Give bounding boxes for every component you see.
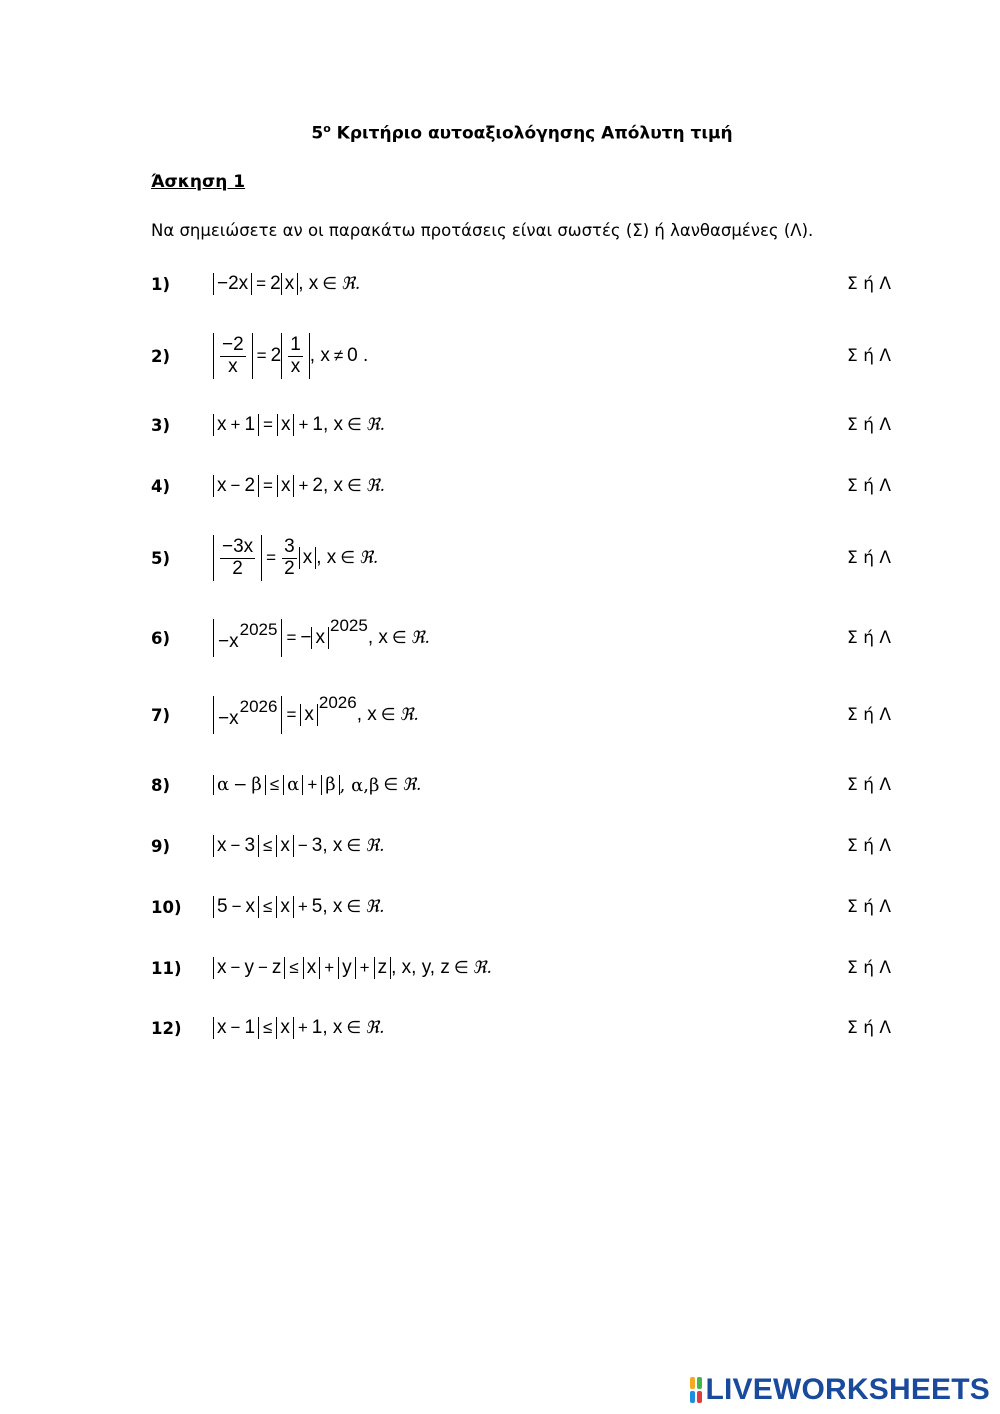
operator: = (263, 415, 273, 434)
term: 2 (270, 273, 281, 294)
operator: ∈ (346, 836, 362, 855)
abs-value: x (303, 957, 321, 979)
term: 5, x (311, 896, 343, 917)
abs-value: x + 1 (213, 414, 259, 436)
denominator: 2 (232, 557, 243, 579)
answer-choice[interactable]: Σ ή Λ (847, 274, 891, 294)
operator: + (359, 958, 370, 977)
statement-row (151, 528, 891, 588)
operator: = (266, 548, 277, 567)
real-set: ℜ. (472, 958, 492, 978)
operator: − (297, 836, 308, 855)
statement-number: 11) (151, 958, 182, 978)
abs-value: y (338, 957, 356, 979)
statement-row (151, 877, 891, 937)
denominator: 2 (284, 557, 295, 579)
logo-square (697, 1391, 702, 1403)
abs-value: −2x (213, 273, 252, 295)
numerator: −2 (222, 333, 244, 355)
statement-number: 7) (151, 705, 171, 725)
answer-choice[interactable]: Σ ή Λ (847, 836, 891, 856)
operator: ≤ (289, 958, 299, 977)
page-title (0, 122, 1000, 144)
statement-expression (213, 273, 847, 295)
answer-choice[interactable]: Σ ή Λ (847, 897, 891, 917)
operator: ∈ (347, 476, 362, 495)
operator: ∈ (346, 1018, 362, 1037)
answer-choice[interactable]: Σ ή Λ (847, 415, 891, 435)
operator: + (297, 897, 308, 916)
operator: + (298, 415, 309, 434)
abs-value: x − 1 (213, 1017, 259, 1039)
statement-row (151, 998, 891, 1058)
statement-expression (213, 535, 847, 582)
title-superscript: ο (323, 122, 331, 135)
statement-expression (213, 475, 847, 497)
answer-choice[interactable]: Σ ή Λ (847, 548, 891, 568)
fraction (288, 335, 303, 378)
footer-branding[interactable] (690, 1372, 990, 1408)
real-set: ℜ. (399, 705, 419, 725)
logo-square (690, 1377, 695, 1389)
operator: = (286, 705, 297, 724)
abs-value: x (277, 414, 295, 436)
statement-row (151, 456, 891, 516)
abs-value (213, 333, 253, 380)
real-set: ℜ. (365, 897, 385, 917)
real-set: ℜ. (365, 1018, 385, 1038)
abs-value: x − 2 (213, 475, 259, 497)
operator: ∈ (347, 415, 362, 434)
denominator: x (290, 355, 301, 377)
operator: + (324, 958, 335, 977)
abs-value: −x 2026 (213, 696, 282, 734)
abs-value (213, 535, 262, 582)
operator: + (307, 775, 318, 794)
statement-row (151, 685, 891, 745)
abs-value: z (374, 957, 392, 979)
real-set: ℜ. (365, 836, 385, 856)
abs-value: x − 3 (213, 835, 259, 857)
real-set: ℜ. (359, 548, 379, 568)
abs-value: x (299, 547, 317, 569)
fraction (282, 537, 297, 580)
term: , x (356, 704, 377, 725)
statement-expression (213, 616, 847, 657)
operator: ∈ (340, 548, 356, 567)
statement-expression (213, 414, 847, 436)
operator: ∈ (380, 705, 396, 724)
statement-expression (213, 333, 847, 380)
term: , x (309, 345, 330, 366)
operator: ≤ (263, 897, 273, 916)
fraction (220, 537, 255, 580)
term: , x, y, z (391, 957, 450, 978)
instructions: Να σημειώσετε αν οι παρακάτω προτάσεις είναι σωστές (Σ) ή λανθασμένες (Λ). (151, 221, 814, 240)
abs-value: x (311, 627, 329, 649)
answer-choice[interactable]: Σ ή Λ (847, 958, 891, 978)
abs-value: x (300, 704, 318, 726)
statement-expression (213, 896, 847, 918)
operator: + (297, 1018, 308, 1037)
statement-expression (213, 1017, 847, 1039)
term: 1, x (311, 1017, 343, 1038)
statement-row (151, 938, 891, 998)
term: , α,β (339, 774, 380, 796)
statement-expression (213, 957, 847, 979)
real-set: ℜ. (341, 274, 361, 294)
statement-expression (213, 775, 847, 796)
abs-value: x (281, 273, 299, 295)
answer-choice[interactable]: Σ ή Λ (847, 705, 891, 725)
statement-expression (213, 835, 847, 857)
abs-value: x (277, 475, 295, 497)
statement-row (151, 755, 891, 815)
operator: = (263, 476, 273, 495)
operator: + (298, 476, 309, 495)
operator: = (256, 274, 267, 293)
abs-value: −x 2025 (213, 619, 282, 657)
answer-choice[interactable]: Σ ή Λ (847, 1018, 891, 1038)
abs-value: α − β (213, 775, 266, 796)
statement-row (151, 816, 891, 876)
term: , x (298, 273, 319, 294)
statement-row (151, 395, 891, 455)
term: 2, x (312, 475, 344, 496)
abs-value (281, 333, 310, 380)
term: 0 . (347, 345, 369, 366)
statement-number: 10) (151, 897, 182, 917)
term: 3, x (311, 835, 343, 856)
logo-square (697, 1377, 702, 1389)
abs-value: x (276, 1017, 294, 1039)
abs-value: x (276, 896, 294, 918)
statement-number: 1) (151, 274, 171, 294)
title-number: 5 (311, 123, 324, 144)
abs-value: α (283, 775, 303, 796)
statement-number: 2) (151, 346, 171, 366)
denominator: x (228, 355, 238, 377)
fraction (220, 335, 246, 378)
term: 1, x (312, 414, 344, 435)
exponent: 2025 (329, 616, 368, 635)
operator: ≤ (269, 775, 280, 794)
operator: ∈ (453, 958, 469, 977)
operator: ∈ (383, 775, 399, 794)
answer-choice[interactable]: Σ ή Λ (847, 346, 891, 366)
term: 2 (270, 345, 282, 366)
operator: ≤ (263, 836, 273, 855)
abs-value: β (321, 775, 339, 796)
term: − (300, 627, 312, 648)
statement-row (151, 326, 891, 386)
operator: ∈ (322, 274, 338, 293)
operator: ≤ (263, 1018, 273, 1037)
operator: ∈ (391, 628, 407, 647)
real-set: ℜ. (410, 628, 430, 648)
statement-number: 4) (151, 476, 171, 496)
answer-choice[interactable]: Σ ή Λ (847, 476, 891, 496)
answer-choice[interactable]: Σ ή Λ (847, 628, 891, 648)
numerator: 3 (284, 535, 295, 557)
operator: = (286, 628, 297, 647)
answer-choice[interactable]: Σ ή Λ (847, 775, 891, 795)
term: , x (316, 547, 337, 568)
abs-value: x − y − z (213, 957, 285, 979)
numerator: 1 (290, 333, 301, 355)
operator: ≠ (333, 346, 344, 365)
statement-number: 3) (151, 415, 171, 435)
statement-number: 12) (151, 1018, 182, 1038)
statement-number: 8) (151, 775, 171, 795)
statement-number: 5) (151, 548, 171, 568)
exercise-heading: Άσκηση 1 (151, 172, 246, 192)
title-text: Κριτήριο αυτοαξιολόγησης Απόλυτη τιμή (330, 123, 733, 144)
real-set: ℜ. (365, 476, 386, 496)
statement-number: 9) (151, 836, 171, 856)
operator: ∈ (346, 897, 362, 916)
liveworksheets-logo-icon (690, 1377, 702, 1403)
numerator: −3x (222, 535, 254, 557)
abs-value: x (276, 835, 294, 857)
statement-row (151, 608, 891, 668)
brand-name: LIVEWORKSHEETS (705, 1373, 990, 1406)
term: , x (367, 627, 388, 648)
logo-square (690, 1391, 695, 1403)
abs-value: 5 − x (213, 896, 259, 918)
statement-row (151, 254, 891, 314)
real-set: ℜ. (402, 775, 422, 795)
operator: = (256, 346, 267, 365)
exponent: 2026 (318, 693, 357, 712)
statement-expression (213, 693, 847, 734)
real-set: ℜ. (365, 415, 386, 435)
statement-number: 6) (151, 628, 171, 648)
